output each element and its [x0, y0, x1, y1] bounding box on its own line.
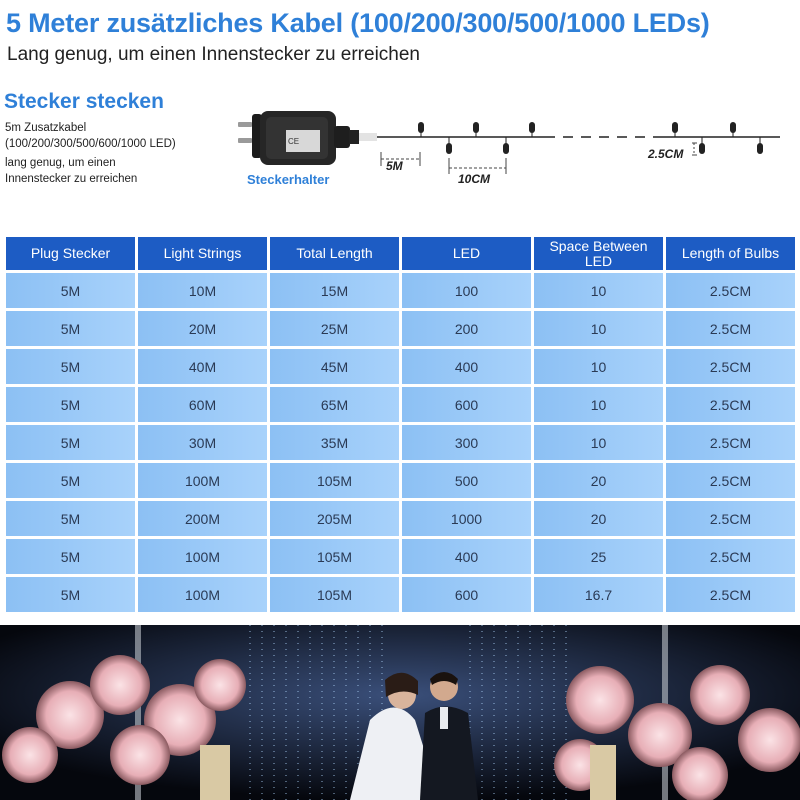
plug-holder-label: Steckerhalter: [247, 172, 330, 187]
table-cell: 100: [402, 273, 531, 308]
table-cell: 105M: [270, 577, 399, 612]
table-cell: 5M: [6, 273, 135, 308]
spec-table: [3, 234, 798, 615]
table-cell: 10: [534, 273, 663, 308]
bulb-icon: [529, 122, 535, 137]
wedding-lights-photo: [0, 625, 800, 800]
table-cell: 2.5CM: [666, 501, 795, 536]
table-cell: 30M: [138, 425, 267, 460]
bulb-icon: [446, 137, 452, 154]
bulb-icon: [503, 137, 509, 154]
table-cell: 25: [534, 539, 663, 574]
table-cell: 600: [402, 387, 531, 422]
dimension-10cm-label: 10CM: [458, 172, 491, 186]
bulb-icon: [418, 122, 424, 137]
table-cell: 10: [534, 425, 663, 460]
table-cell: 2.5CM: [666, 273, 795, 308]
photo-illustration: [0, 625, 800, 800]
table-cell: 40M: [138, 349, 267, 384]
column-header-total-length: Total Length: [270, 237, 399, 270]
table-cell: 15M: [270, 273, 399, 308]
table-cell: 10: [534, 349, 663, 384]
table-cell: 2.5CM: [666, 539, 795, 574]
table-cell: 205M: [270, 501, 399, 536]
table-cell: 5M: [6, 387, 135, 422]
table-cell: 20: [534, 501, 663, 536]
table-cell: 45M: [270, 349, 399, 384]
table-cell: 60M: [138, 387, 267, 422]
bulb-icon: [672, 122, 678, 137]
dimension-bulb-label: 2.5CM: [648, 147, 684, 161]
column-header-space-between-led: Space Between LED: [534, 237, 663, 270]
table-cell: 5M: [6, 501, 135, 536]
plug-note-line-4: Innenstecker zu erreichen: [5, 173, 138, 185]
table-row: [6, 273, 795, 308]
table-cell: 200M: [138, 501, 267, 536]
table-cell: 25M: [270, 311, 399, 346]
dimension-10cm: [449, 158, 506, 186]
table-row: [6, 463, 795, 498]
table-cell: 500: [402, 463, 531, 498]
page-title: 5 Meter zusätzliches Kabel (100/200/300/500/1000 LEDs): [6, 8, 710, 38]
column-header-bulb-length: Length of Bulbs: [666, 237, 795, 270]
dimension-bulb-length: [647, 143, 697, 161]
table-cell: 400: [402, 349, 531, 384]
table-cell: 5M: [6, 539, 135, 574]
column-header-led: LED: [402, 237, 531, 270]
table-cell: 100M: [138, 577, 267, 612]
table-cell: 105M: [270, 463, 399, 498]
table-cell: 100M: [138, 539, 267, 574]
bulb-icon: [730, 122, 736, 137]
plug-label-text: CE: [288, 137, 300, 146]
table-row: [6, 387, 795, 422]
plug-section-heading: Stecker stecken: [4, 90, 164, 113]
table-cell: 5M: [6, 349, 135, 384]
table-cell: 400: [402, 539, 531, 574]
table-cell: 35M: [270, 425, 399, 460]
table-cell: 2.5CM: [666, 463, 795, 498]
table-header-row: [6, 237, 795, 270]
table-cell: 5M: [6, 311, 135, 346]
table-row: [6, 539, 795, 574]
table-cell: 1000: [402, 501, 531, 536]
table-cell: 2.5CM: [666, 349, 795, 384]
table-row: [6, 501, 795, 536]
light-string-diagram: [230, 108, 790, 196]
table-cell: 5M: [6, 463, 135, 498]
table-cell: 5M: [6, 425, 135, 460]
table-cell: 20: [534, 463, 663, 498]
table-cell: 105M: [270, 539, 399, 574]
table-row: [6, 577, 795, 612]
table-cell: 200: [402, 311, 531, 346]
table-cell: 2.5CM: [666, 311, 795, 346]
table-cell: 2.5CM: [666, 387, 795, 422]
dimension-5m-label: 5M: [386, 159, 403, 173]
plug-adapter-icon: [238, 111, 377, 165]
table-cell: 5M: [6, 577, 135, 612]
table-row: [6, 311, 795, 346]
table-cell: 10: [534, 311, 663, 346]
bulb-icon: [699, 137, 705, 154]
table-cell: 2.5CM: [666, 425, 795, 460]
bulb-icon: [757, 137, 763, 154]
table-row: [6, 349, 795, 384]
plug-note-line-3: lang genug, um einen: [5, 157, 116, 169]
table-cell: 2.5CM: [666, 577, 795, 612]
plug-note-line-1: 5m Zusatzkabel: [5, 122, 87, 134]
dimension-5m: [381, 152, 420, 173]
table-row: [6, 425, 795, 460]
column-header-plug: Plug Stecker: [6, 237, 135, 270]
table-cell: 65M: [270, 387, 399, 422]
plug-note-line-2: (100/200/300/500/600/1000 LED): [5, 138, 176, 150]
table-cell: 300: [402, 425, 531, 460]
table-cell: 600: [402, 577, 531, 612]
table-cell: 10: [534, 387, 663, 422]
page-subtitle: Lang genug, um einen Innenstecker zu erreichen: [7, 44, 420, 65]
bulb-icon: [473, 122, 479, 137]
table-cell: 16.7: [534, 577, 663, 612]
table-cell: 100M: [138, 463, 267, 498]
column-header-light-strings: Light Strings: [138, 237, 267, 270]
table-cell: 20M: [138, 311, 267, 346]
table-cell: 10M: [138, 273, 267, 308]
